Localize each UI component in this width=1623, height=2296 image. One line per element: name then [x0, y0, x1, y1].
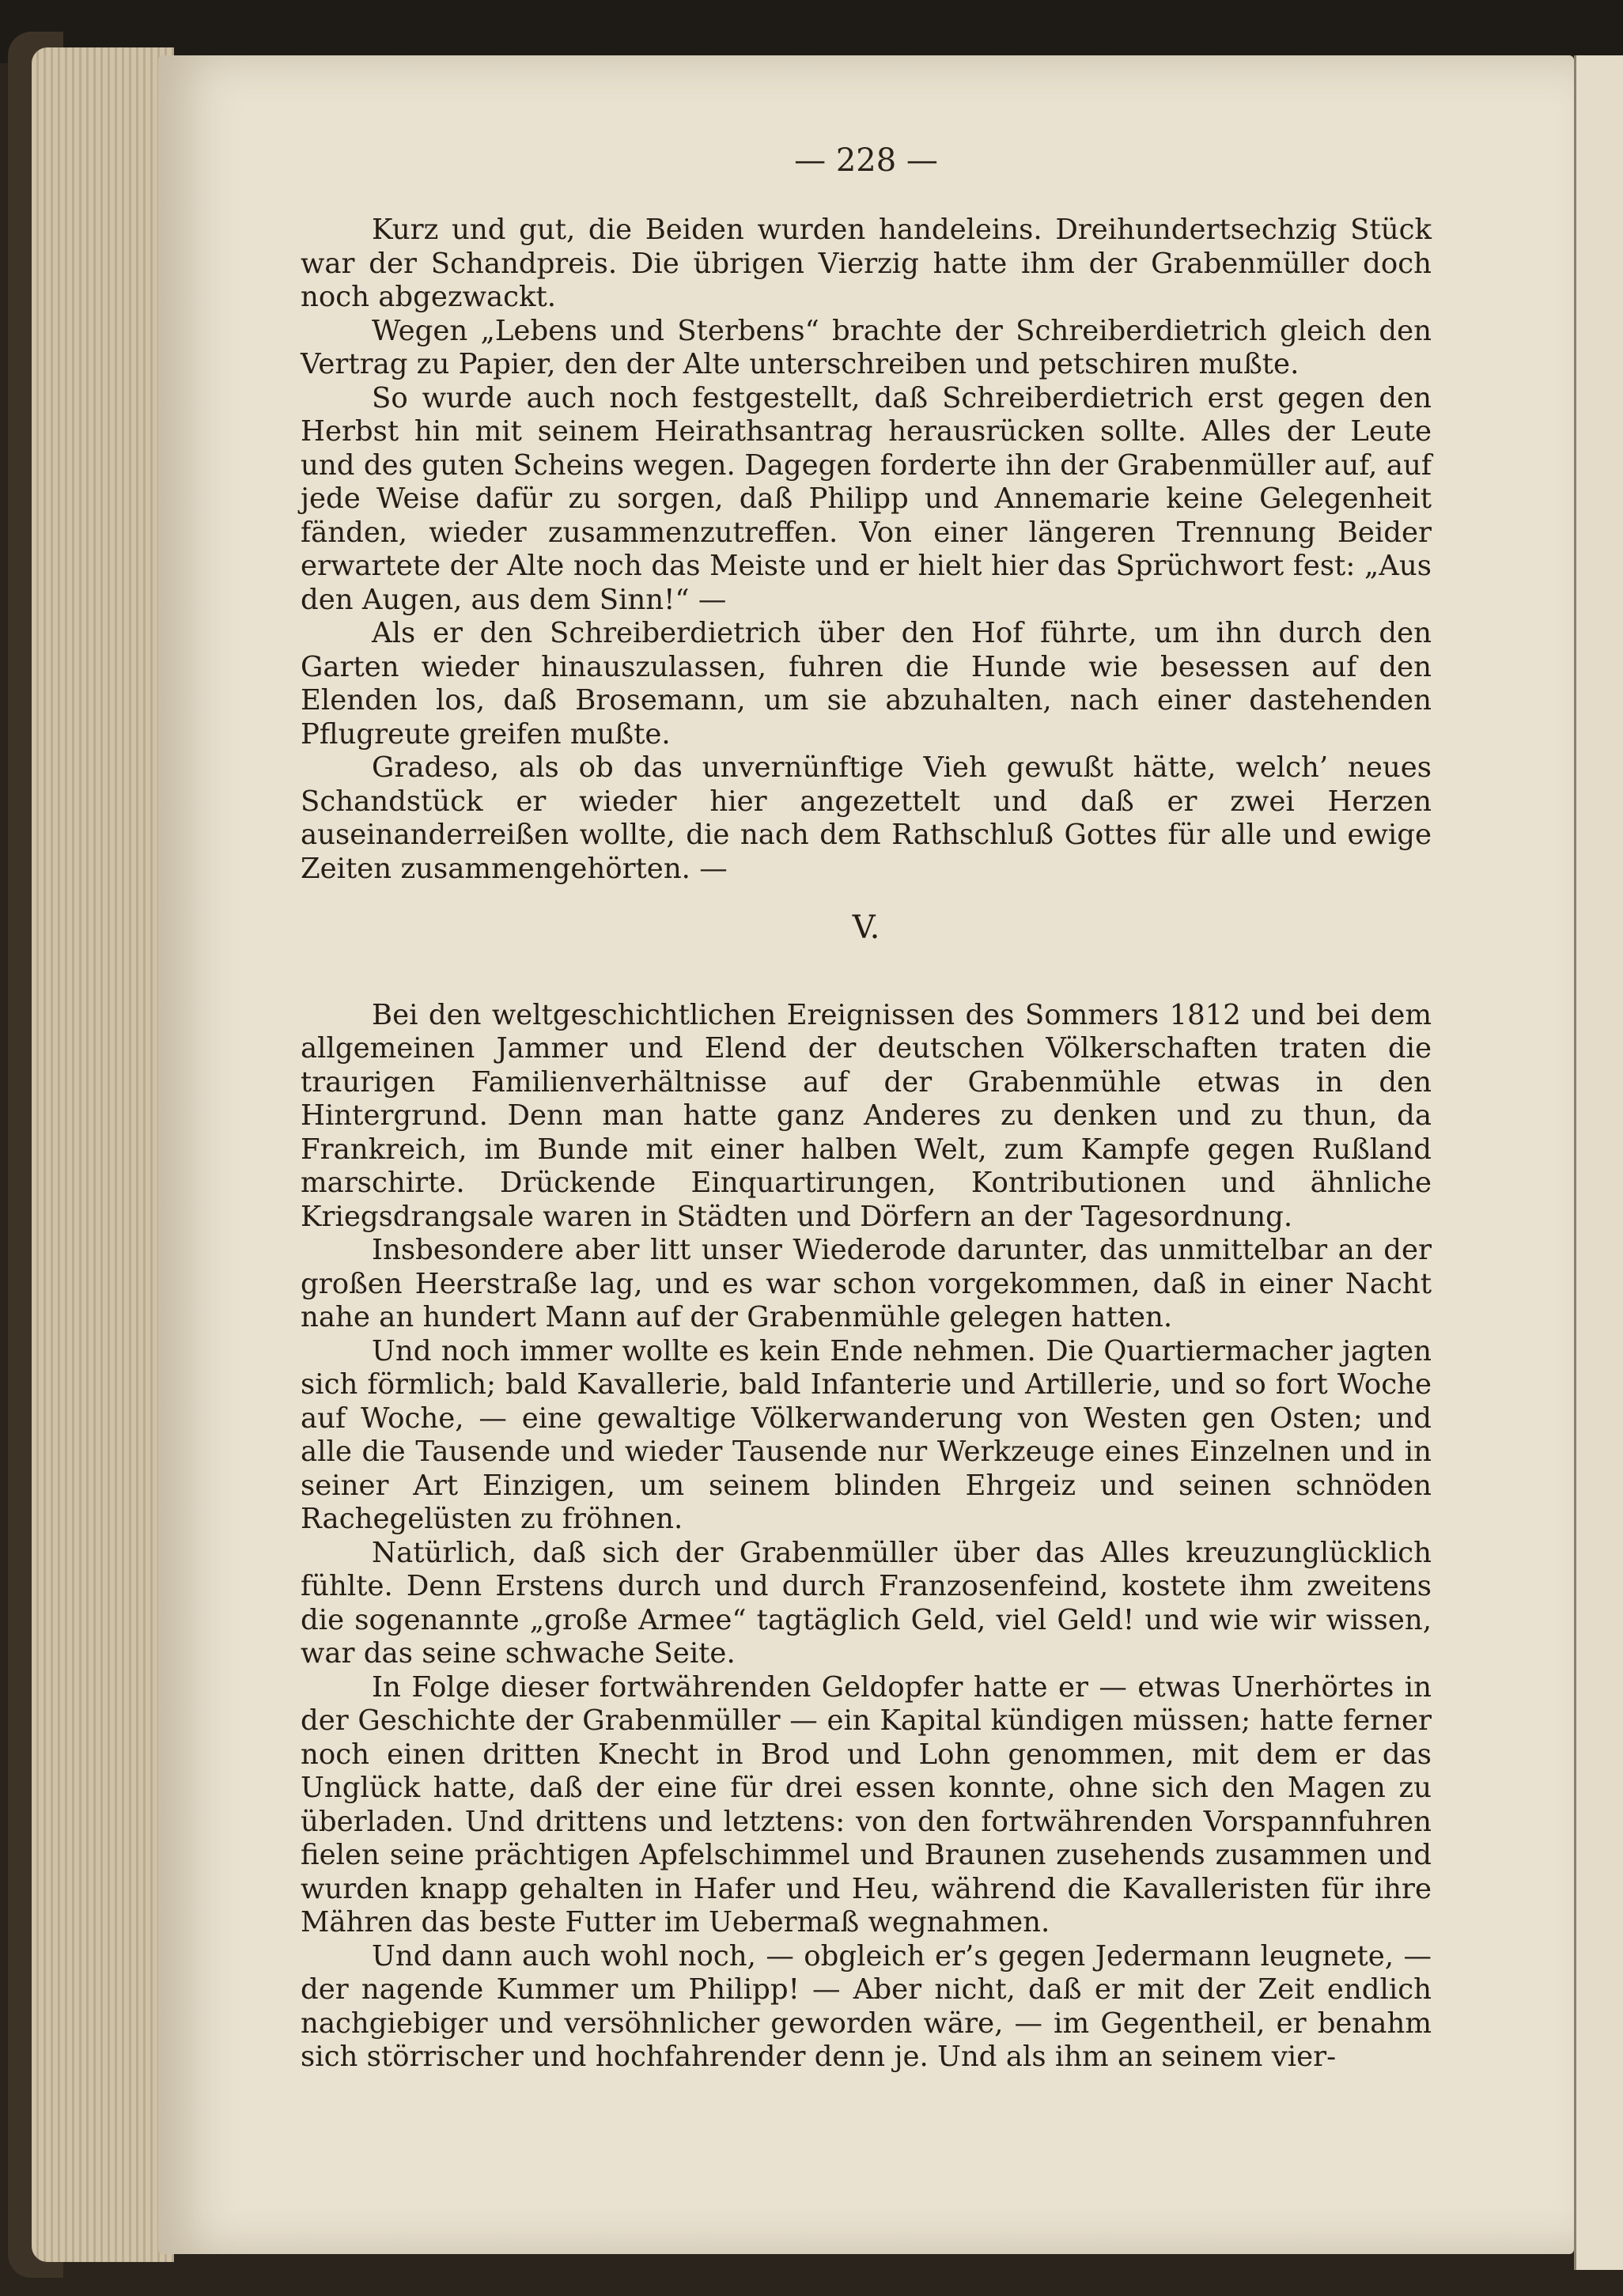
section-heading: V.: [852, 910, 880, 946]
page-body: [301, 214, 1432, 2075]
paragraph: Gradeso, als ob das unvernünftige Vieh gewußt hätte, welch’ neues Schandstück er wieder hier angezettelt und daß er zwei Herzen auseinanderreißen wollte, die nach dem Rathschluß Gottes für alle und ewige Zeiten zusammengehörten. —: [301, 751, 1432, 885]
page-stack-edge: [32, 47, 174, 2262]
paragraph: Wegen „Lebens und Sterbens“ brachte der Schreiberdietrich gleich den Vertrag zu Papier, den der Alte unterschreiben und petschiren mußte.: [301, 314, 1432, 380]
facing-page-edge: [1574, 55, 1623, 2270]
paragraph: Insbesondere aber litt unser Wiederode darunter, das unmittelbar an der großen Heerstraße lag, und es war schon vorgekommen, daß in einer Nacht nahe an hundert Mann auf der Grabenmühle gelegen hatten.: [301, 1234, 1432, 1333]
page-number: — 228 —: [794, 142, 938, 179]
paragraph: Als er den Schreiberdietrich über den Hof führte, um ihn durch den Garten wieder hinauszulassen, fuhren die Hunde wie besessen auf den Elenden los, daß Brosemann, um sie abzuhalten, nach einer dastehenden Pflugreute greifen mußte.: [301, 617, 1432, 751]
background-top: [0, 0, 1623, 63]
paragraph: Natürlich, daß sich der Grabenmüller über das Alles kreuzunglücklich fühlte. Denn Erstens durch und durch Franzosenfeind, kostete ihm zweitens die sogenannte „große Armee“ tagtäglich Geld, viel Geld! und wie wir wissen, war das seine schwache Seite.: [301, 1536, 1432, 1670]
paragraph: Und dann auch wohl noch, — obgleich er’s gegen Jedermann leugnete, — der nagende Kummer um Philipp! — Aber nicht, daß er mit der Zeit endlich nachgiebiger und versöhnlicher geworden wäre, — im Gegentheil, er benahm sich störrischer und hochfahrender denn je. Und als ihm an seinem vier-: [301, 1939, 1432, 2073]
paragraph: Bei den weltgeschichtlichen Ereignissen des Sommers 1812 und bei dem allgemeinen Jammer und Elend der deutschen Völkerschaften traten die traurigen Familienverhältnisse auf der Grabenmühle etwas in den Hintergrund. Denn man hatte ganz Anderes zu denken und zu thun, da Frankreich, im Bunde mit einer halben Welt, zum Kampfe gegen Rußland marschirte. Drückende Einquartirungen, Kontributionen und ähnliche Kriegsdrangsale waren in Städten und Dörfern an der Tagesordnung.: [301, 998, 1432, 1233]
book-page: [158, 55, 1574, 2254]
paragraph: So wurde auch noch festgestellt, daß Schreiberdietrich erst gegen den Herbst hin mit seinem Heirathsantrag herausrücken sollte. Alles der Leute und des guten Scheins wegen. Dagegen forderte ihn der Grabenmüller auf, auf jede Weise dafür zu sorgen, daß Philipp und Annemarie keine Gelegenheit fänden, wieder zusammenzutreffen. Von einer längeren Trennung Beider erwartete der Alte noch das Meiste und er hielt hier das Sprüchwort fest: „Aus den Augen, aus dem Sinn!“ —: [301, 381, 1432, 616]
paragraph: Und noch immer wollte es kein Ende nehmen. Die Quartiermacher jagten sich förmlich; bald Kavallerie, bald Infanterie und Artillerie, und so fort Woche auf Woche, — eine gewaltige Völkerwanderung von Westen gen Osten; und alle die Tausende und wieder Tausende nur Werkzeuge eines Einzelnen und in seiner Art Einzigen, um seinem blinden Ehrgeiz und seinen schnöden Rachegelüsten zu fröhnen.: [301, 1334, 1432, 1535]
paragraph: Kurz und gut, die Beiden wurden handeleins. Dreihundertsechzig Stück war der Schandpreis. Die übrigen Vierzig hatte ihm der Grabenmüller doch noch abgezwackt.: [301, 214, 1432, 313]
paragraph: In Folge dieser fortwährenden Geldopfer hatte er — etwas Unerhörtes in der Geschichte der Grabenmüller — ein Kapital kündigen müssen; hatte ferner noch einen dritten Knecht in Brod und Lohn genommen, mit dem er das Unglück hatte, daß der eine für drei essen konnte, ohne sich den Magen zu überladen. Und drittens und letztens: von den fortwährenden Vorspannfuhren fielen seine prächtigen Apfelschimmel und Braunen zusehends zusammen und wurden knapp gehalten in Hafer und Heu, während die Kavalleristen für ihre Mähren das beste Futter im Uebermaß wegnahmen.: [301, 1670, 1432, 1939]
